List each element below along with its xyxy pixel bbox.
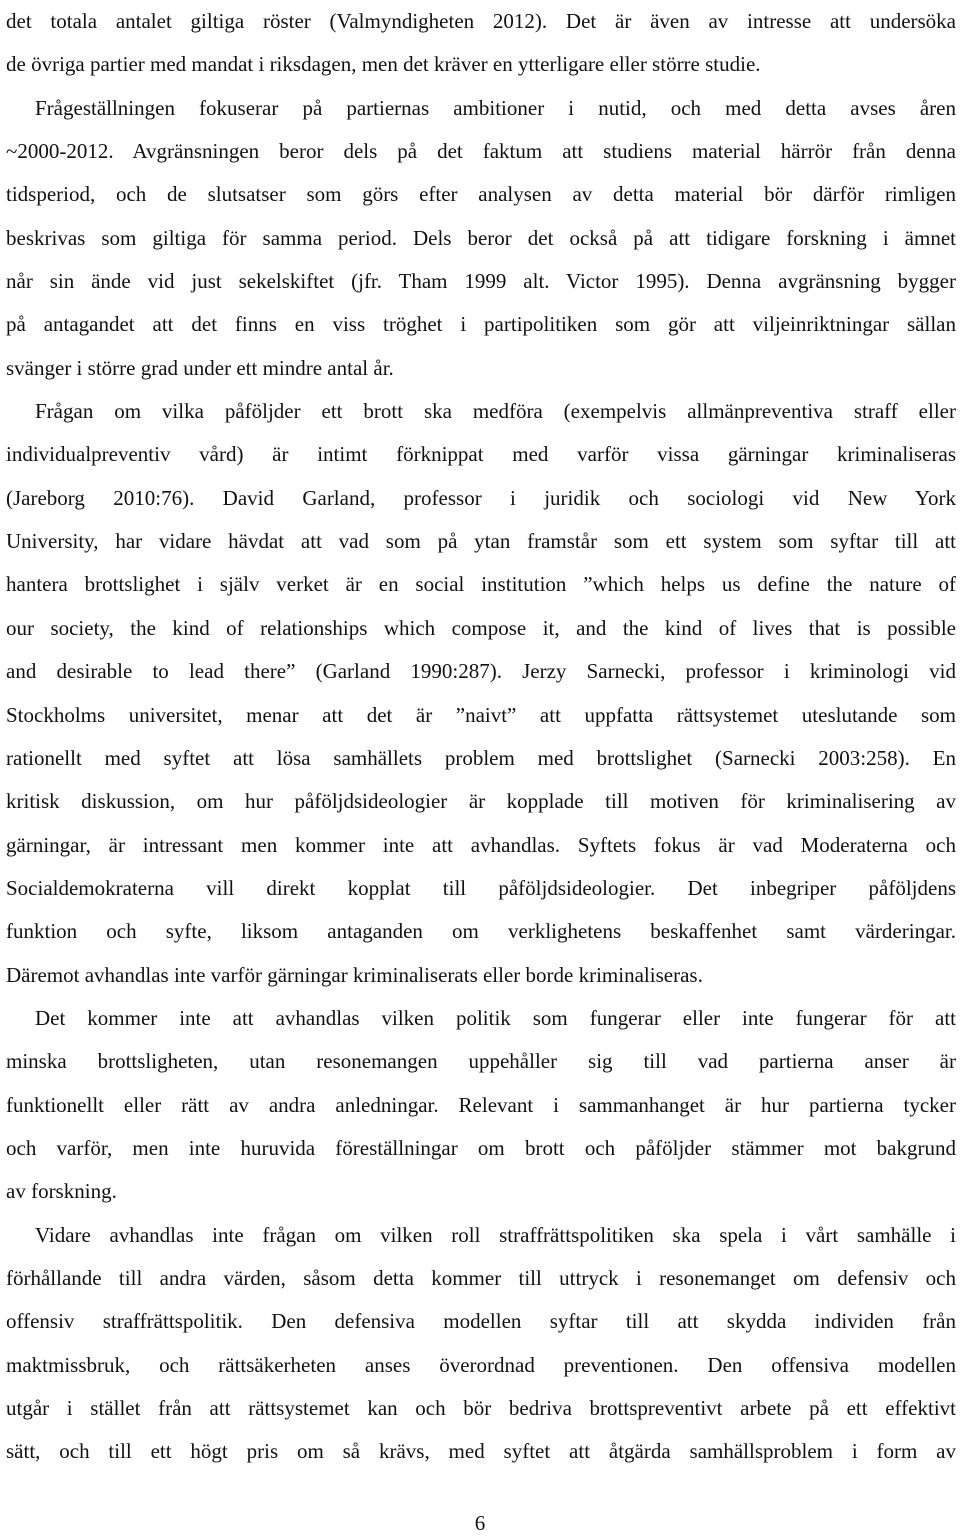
text-line: och varför, men inte huruvida föreställningar om brott och påföljder stämmer mot bakgrund (6, 1135, 956, 1160)
text-line: når sin ände vid just sekelskiftet (jfr. Tham 1999 alt. Victor 1995). Denna avgränsning bygger (6, 269, 956, 294)
text-line: Stockholms universitet, menar att det är ”naivt” att uppfatta rättsystemet uteslutande som (6, 702, 956, 727)
text-line: kritisk diskussion, om hur påföljdsideologier är kopplade till motiven för kriminalisering av (6, 789, 956, 814)
text-line: our society, the kind of relationships which compose it, and the kind of lives that is possible (6, 615, 956, 640)
text-line: förhållande till andra värden, såsom detta kommer till uttryck i resonemanget om defensiv och (6, 1265, 956, 1290)
text-line: (Jareborg 2010:76). David Garland, professor i juridik och sociologi vid New York (6, 485, 956, 510)
text-line: Socialdemokraterna vill direkt kopplat till påföljdsideologier. Det inbegriper påföljdens (6, 875, 956, 900)
text-line: beskrivas som giltiga för samma period. Dels beror det också på att tidigare forskning i ämnet (6, 225, 956, 250)
text-line: tidsperiod, och de slutsatser som görs efter analysen av detta material bör därför rimligen (6, 182, 956, 207)
page-number: 6 (474, 1511, 486, 1535)
text-line: Vidare avhandlas inte frågan om vilken roll straffrättspolitiken ska spela i vårt samhälle i (35, 1222, 956, 1247)
text-line: funktion och syfte, liksom antaganden om verklighetens beskaffenhet samt värderingar. (6, 919, 956, 944)
text-line: maktmissbruk, och rättsäkerheten anses överordnad preventionen. Den offensiva modellen (6, 1352, 956, 1377)
document-body (6, 0, 956, 1474)
paragraph-3 (6, 390, 956, 997)
text-line: and desirable to lead there” (Garland 1990:287). Jerzy Sarnecki, professor i kriminologi vid (6, 659, 956, 684)
text-line: ~2000-2012. Avgränsningen beror dels på det faktum att studiens material härrör från denna (6, 139, 956, 164)
text-line: på antagandet att det finns en viss tröghet i partipolitiken som gör att viljeinriktningar sällan (6, 312, 956, 337)
text-line: minska brottsligheten, utan resonemangen uppehåller sig till vad partierna anser är (6, 1049, 956, 1074)
text-line: offensiv straffrättspolitik. Den defensiva modellen syftar till att skydda individen från (6, 1309, 956, 1334)
text-line: de övriga partier med mandat i riksdagen, men det kräver en ytterligare eller större studie. (6, 52, 761, 77)
text-line: individualpreventiv vård) är intimt förknippat med varför vissa gärningar kriminaliseras (6, 442, 956, 467)
text-line: rationellt med syftet att lösa samhällets problem med brottslighet (Sarnecki 2003:258). En (6, 745, 956, 770)
text-line: utgår i stället från att rättsystemet kan och bör bedriva brottspreventivt arbete på ett effektivt (6, 1396, 956, 1420)
paragraph-1 (6, 0, 956, 87)
text-line: Frågeställningen fokuserar på partiernas ambitioner i nutid, och med detta avses åren (35, 95, 956, 120)
text-line: Det kommer inte att avhandlas vilken politik som fungerar eller inte fungerar för att (35, 1005, 956, 1030)
text-line: Frågan om vilka påföljder ett brott ska medföra (exempelvis allmänpreventiva straff eller (35, 399, 956, 424)
paragraph-2 (6, 87, 956, 390)
paragraph-4 (6, 997, 956, 1214)
text-line: Däremot avhandlas inte varför gärningar kriminaliserats eller borde kriminaliseras. (6, 962, 703, 987)
text-line: hantera brottslighet i själv verket är en social institution ”which helps us define the nature of (6, 572, 956, 597)
text-line: University, har vidare hävdat att vad som på ytan framstår som ett system som syftar till att (6, 529, 956, 554)
text-line: gärningar, är intressant men kommer inte att avhandlas. Syftets fokus är vad Moderaterna och (6, 832, 956, 857)
paragraph-5 (6, 1214, 956, 1474)
text-line: svänger i större grad under ett mindre antal år. (6, 355, 394, 380)
text-line: sätt, och till ett högt pris om så krävs, med syftet att åtgärda samhällsproblem i form av (6, 1439, 956, 1464)
text-line: funktionellt eller rätt av andra anledningar. Relevant i sammanhanget är hur partierna tycker (6, 1092, 956, 1117)
text-line: det totala antalet giltiga röster (Valmyndigheten 2012). Det är även av intresse att undersöka (6, 9, 956, 33)
text-line: av forskning. (6, 1179, 117, 1204)
